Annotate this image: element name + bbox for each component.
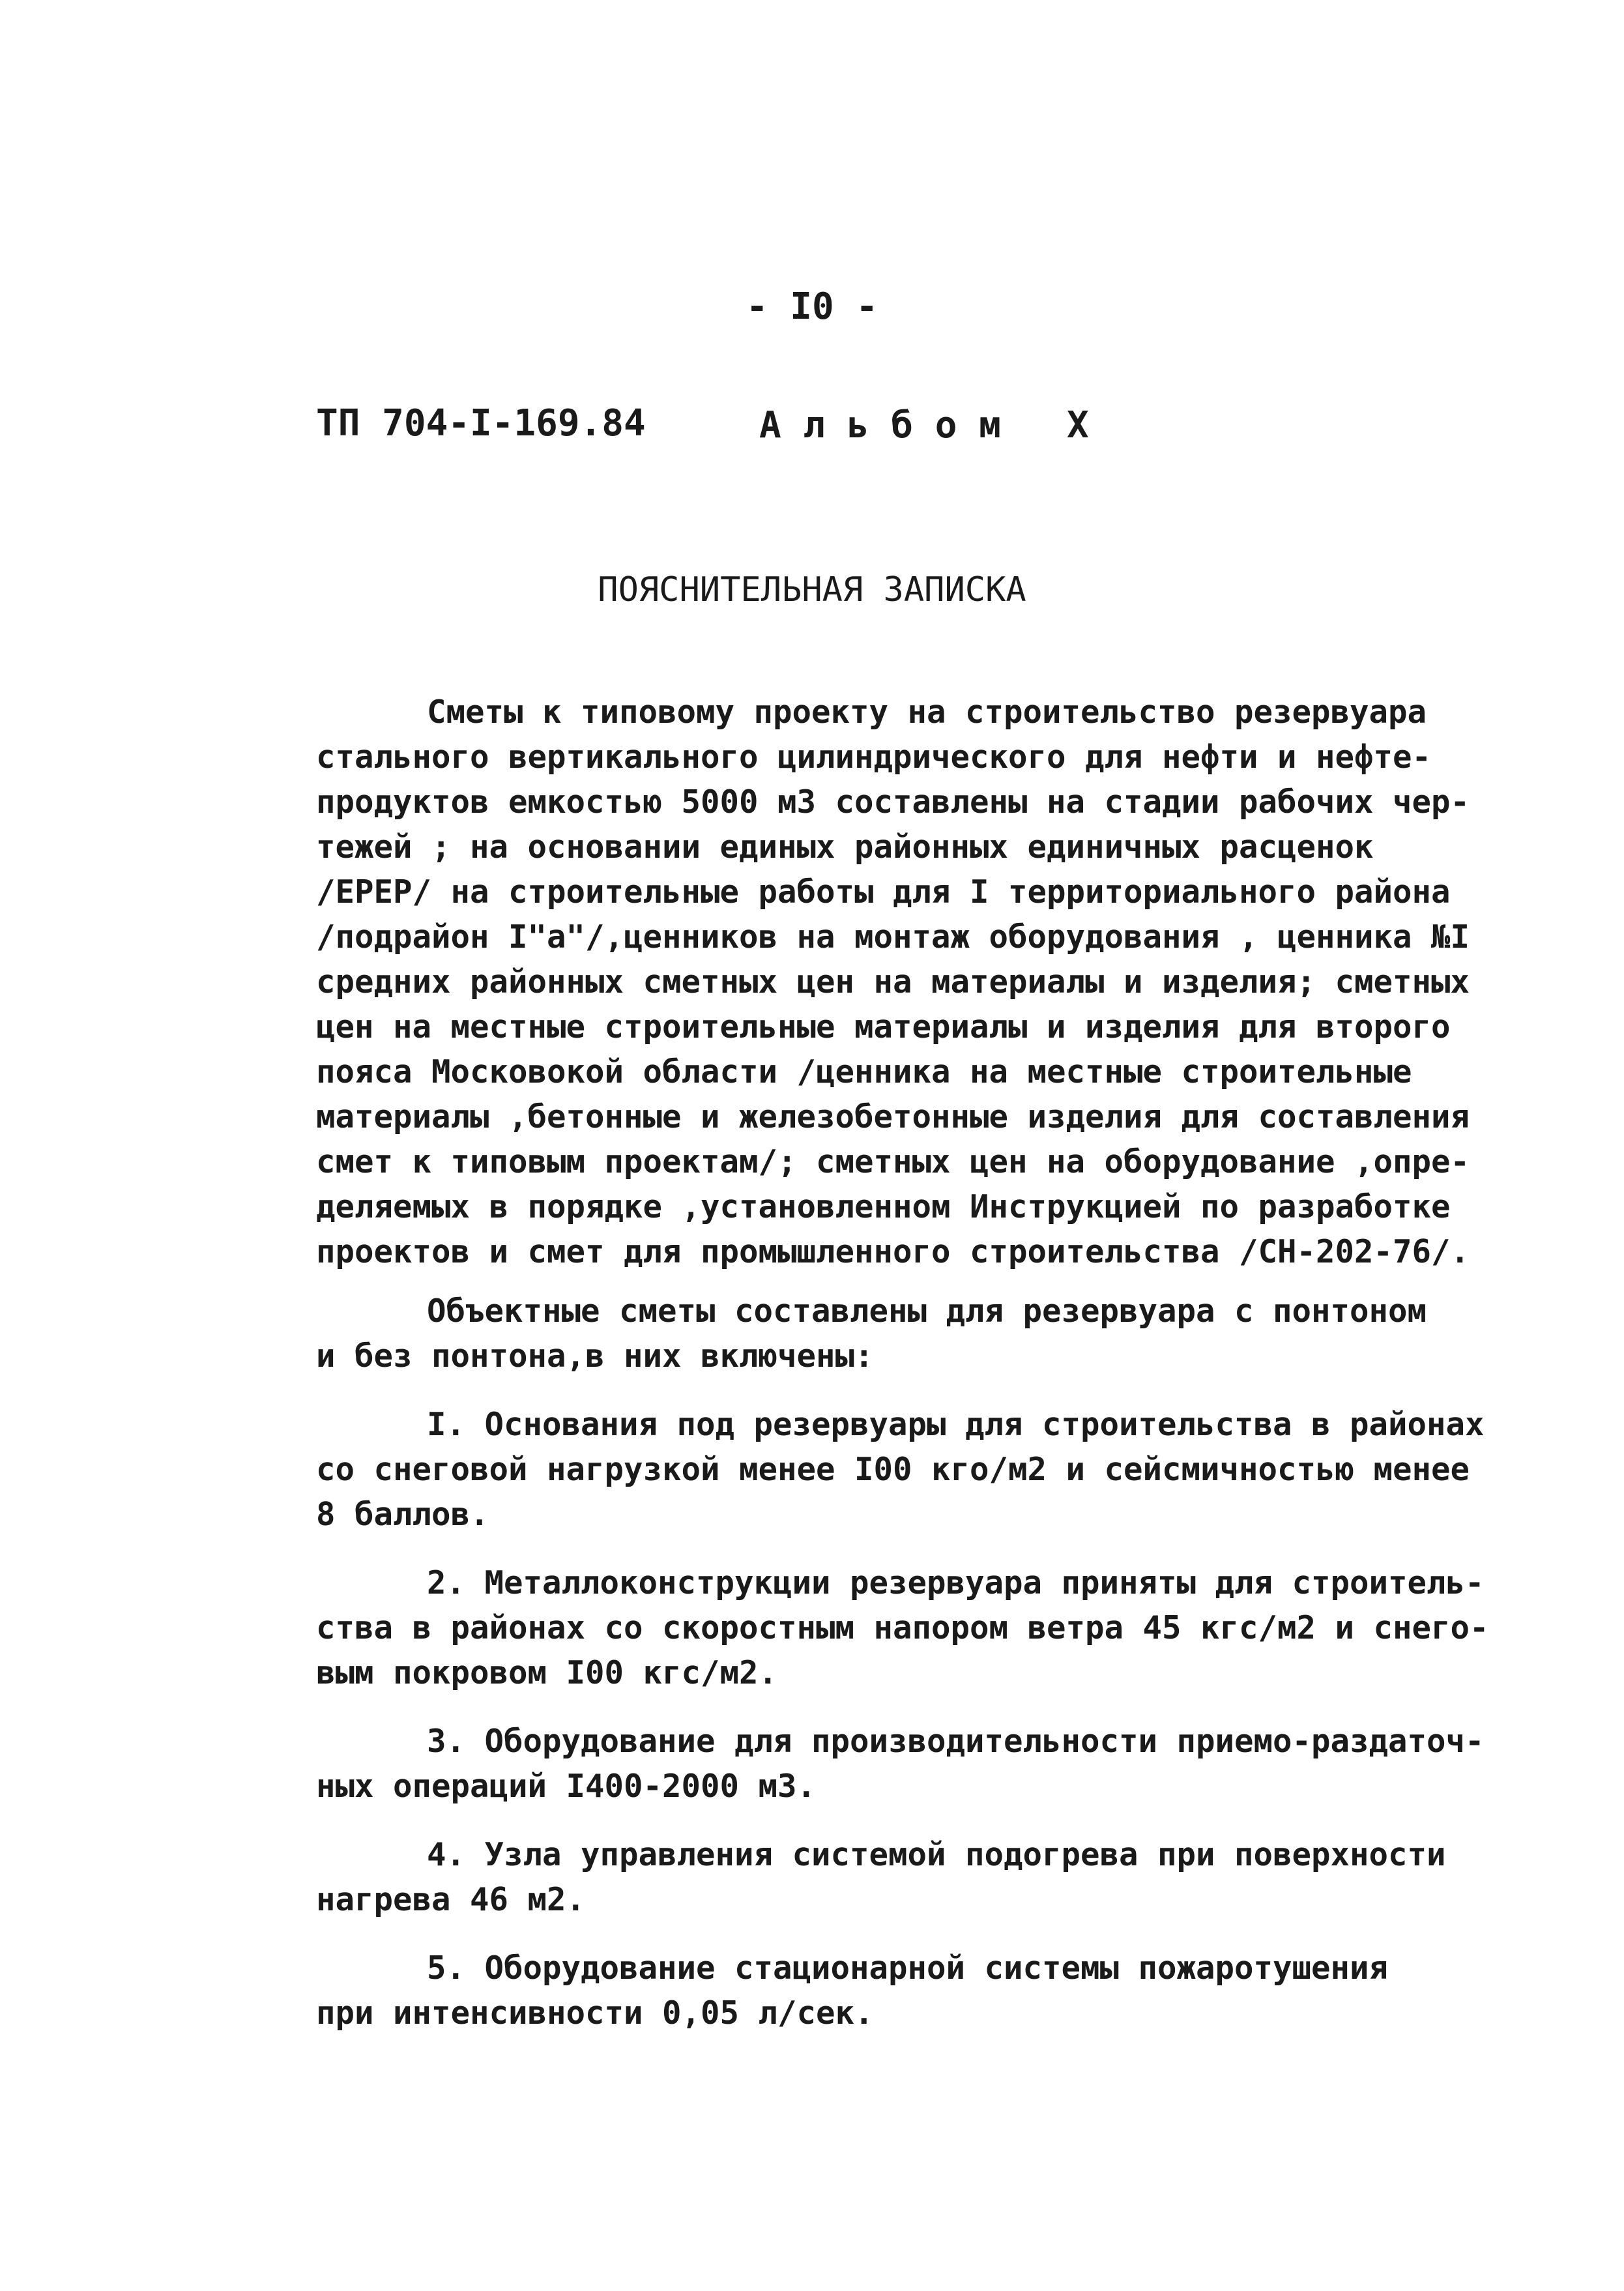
text-line: 5. Оборудование стационарной системы пожаротушения [427,1949,1389,1987]
list-item-5 [316,1946,1489,2036]
text-line: ства в районах со скоростным напором ветра 45 кгс/м2 и снего- [316,1609,1489,1646]
text-line: пояса Московокой области /ценника на местные строительные [316,1053,1412,1090]
page-number: - I0 - [746,285,878,328]
text-line: материалы ,бетонные и железобетонные изделия для составления [316,1098,1470,1135]
text-line: вым покровом I00 кгс/м2. [316,1654,778,1691]
text-line: I. Основания под резервуары для строительства в районах [427,1406,1485,1443]
paragraph-intro [316,690,1489,1274]
text-line: деляемых в порядке ,установленном Инструкцией по разработке [316,1188,1451,1225]
text-line: цен на местные строительные материалы и изделия для второго [316,1008,1451,1045]
text-line: проектов и смет для промышленного строительства /СН-202-76/. [316,1233,1470,1270]
album-label: А л ь б о м Х [759,404,1089,446]
text-line: средних районных сметных цен на материалы и изделия; сметных [316,963,1470,1000]
text-line: ных операций I400-2000 м3. [316,1768,817,1805]
text-line: Объектные сметы составлены для резервуара с понтоном [427,1292,1427,1330]
text-line: 8 баллов. [316,1496,489,1533]
text-line: нагрева 46 м2. [316,1881,586,1918]
document-body [316,690,1489,2036]
text-line: Сметы к типовому проекту на строительство резервуара [427,693,1427,731]
text-line: /ЕРЕР/ на строительные работы для I территориального района [316,873,1451,911]
text-line: и без понтона,в них включены: [316,1337,874,1375]
text-line: при интенсивности 0,05 л/сек. [316,1994,874,2032]
list-item-1 [316,1402,1489,1537]
list-item-4 [316,1832,1489,1922]
list-item-2 [316,1560,1489,1695]
text-line: смет к типовым проектам/; сметных цен на оборудование ,опре- [316,1143,1470,1180]
text-line: тежей ; на основании единых районных единичных расценок [316,828,1374,866]
document-code: ТП 704-I-169.84 [316,402,646,445]
text-line: 3. Оборудование для производительности приемо-раздаточ- [427,1723,1485,1760]
text-line: 2. Металлоконструкции резервуара приняты для строитель- [427,1564,1485,1601]
text-line: стального вертикального цилиндрического для нефти и нефте- [316,738,1432,776]
paragraph-estimates [316,1289,1489,1379]
text-line: /подрайон I"а"/,ценников на монтаж оборудования , ценника №I [316,918,1470,956]
text-line: со снеговой нагрузкой менее I00 кго/м2 и сейсмичностью менее [316,1451,1470,1488]
list-item-3 [316,1719,1489,1809]
text-line: 4. Узла управления системой подогрева при поверхности [427,1836,1446,1873]
document-title: ПОЯСНИТЕЛЬНАЯ ЗАПИСКА [598,570,1026,609]
text-line: продуктов емкостью 5000 м3 составлены на стадии рабочих чер- [316,783,1470,821]
